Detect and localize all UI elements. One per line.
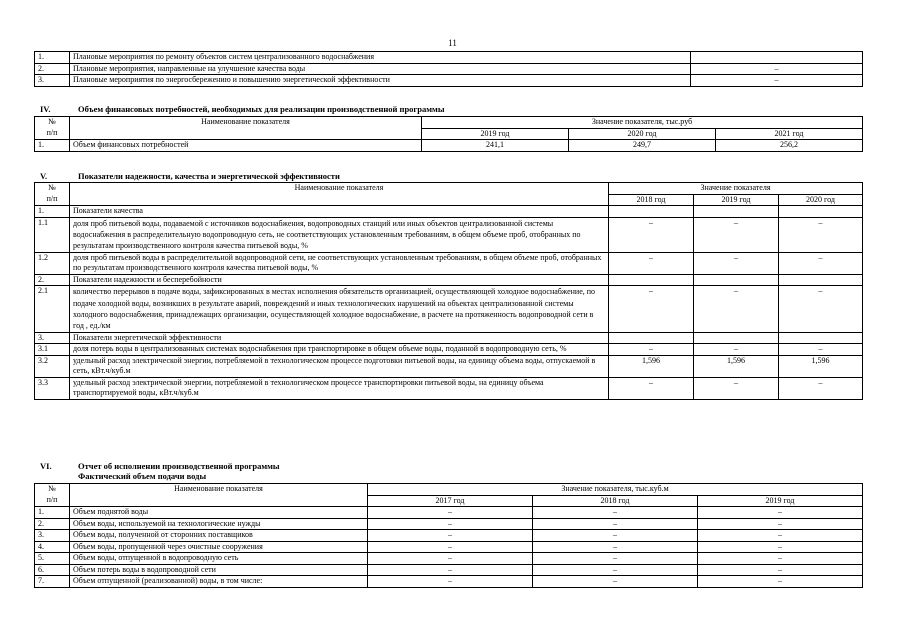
section-number: VI. xyxy=(40,461,52,471)
section-iv-heading xyxy=(34,104,444,114)
reliability-indicators-table xyxy=(34,182,863,400)
row-value: 1,596 xyxy=(779,355,863,377)
row-name: Плановые мероприятия по ремонту объектов систем централизованного водоснабжения xyxy=(70,52,691,64)
header-num-sub: п/п xyxy=(35,495,70,507)
header-num: № xyxy=(35,183,70,195)
row-value: – xyxy=(368,518,533,530)
row-value: – xyxy=(609,286,694,333)
row-name: количество перерывов в подаче воды, зафиксированных в местах исполнения обязательств организацией, осуществляющей холодное водоснабжение, по подаче холодной воды, возникших в результате аварий, повреждений и иных технологических нарушений на объектах централизованной системы холодного водоснабжения, принадлежащих организации, осуществляющей холодное водоснабжение, в расчете на протяженность водопроводной сети в год , ед./км xyxy=(70,286,609,333)
row-number: 3.2 xyxy=(35,355,70,377)
row-value: – xyxy=(533,541,698,553)
table-row xyxy=(35,530,863,542)
table-row xyxy=(35,377,863,399)
year-header: 2021 год xyxy=(716,128,863,140)
row-value: – xyxy=(368,553,533,565)
row-value: 241,1 xyxy=(422,140,569,152)
row-number: 3. xyxy=(35,332,70,344)
row-number: 1. xyxy=(35,507,70,519)
row-value xyxy=(609,206,694,218)
year-header: 2019 год xyxy=(698,495,863,507)
row-name: Показатели надежности и бесперебойности xyxy=(70,274,609,286)
row-value: 249,7 xyxy=(569,140,716,152)
row-value: – xyxy=(609,217,694,252)
year-header: 2018 год xyxy=(533,495,698,507)
year-header: 2020 год xyxy=(779,194,863,206)
row-value xyxy=(694,332,779,344)
year-header: 2020 год xyxy=(569,128,716,140)
table-row xyxy=(35,518,863,530)
row-value xyxy=(609,274,694,286)
header-name: Наименование показателя xyxy=(70,183,609,206)
header-name: Наименование показателя xyxy=(70,484,368,507)
header-value: Значение показателя, тыс.руб xyxy=(422,117,863,129)
table-row xyxy=(35,332,863,344)
row-name: доля потерь воды в централизованных системах водоснабжения при транспортировке в общем объеме воды, поданной в водопроводную сеть, % xyxy=(70,344,609,356)
row-value xyxy=(691,52,863,64)
row-value: – xyxy=(368,541,533,553)
row-value: – xyxy=(694,286,779,333)
row-name: Показатели качества xyxy=(70,206,609,218)
row-number: 2. xyxy=(35,274,70,286)
header-row xyxy=(35,117,863,129)
financial-needs-table xyxy=(34,116,863,152)
row-value: – xyxy=(533,530,698,542)
row-number: 3.1 xyxy=(35,344,70,356)
row-value xyxy=(779,206,863,218)
row-number: 2. xyxy=(35,63,70,75)
row-value: – xyxy=(698,553,863,565)
year-header: 2019 год xyxy=(422,128,569,140)
row-number: 1. xyxy=(35,206,70,218)
table-row xyxy=(35,206,863,218)
table-row xyxy=(35,140,863,152)
row-value: – xyxy=(698,576,863,588)
row-value: – xyxy=(533,564,698,576)
table-row xyxy=(35,564,863,576)
row-number: 3. xyxy=(35,75,70,87)
row-value: – xyxy=(698,518,863,530)
row-value: – xyxy=(368,564,533,576)
row-name: Объем воды, отпущенной в водопроводную сеть xyxy=(70,553,368,565)
row-name: удельный расход электрической энергии, потребляемой в технологическом процессе транспортировки питьевой воды, на единицу объема транспортируемой воды, кВт.ч/куб.м xyxy=(70,377,609,399)
row-name: доля проб питьевой воды, подаваемой с источников водоснабжения, водопроводных станций или иных объектов централизованной системы водоснабжения в распределительную водопроводную сеть, не соответствующих установленным требованиям, в общем объеме проб, отобранных по результатам производственного контроля качества питьевой воды, % xyxy=(70,217,609,252)
row-value: – xyxy=(609,344,694,356)
header-row xyxy=(35,183,863,195)
table-row xyxy=(35,507,863,519)
row-name: Объем поднятой воды xyxy=(70,507,368,519)
year-header: 2017 год xyxy=(368,495,533,507)
table-row xyxy=(35,553,863,565)
row-value: – xyxy=(691,63,863,75)
row-value: – xyxy=(779,344,863,356)
section-number: IV. xyxy=(40,104,51,114)
row-value xyxy=(779,332,863,344)
row-name: Плановые мероприятия, направленные на улучшение качества воды xyxy=(70,63,691,75)
row-value: – xyxy=(779,252,863,274)
header-value: Значение показателя, тыс.куб.м xyxy=(368,484,863,496)
header-num: № xyxy=(35,117,70,129)
row-value: – xyxy=(533,518,698,530)
row-name: Плановые мероприятия по энергосбережению и повышению энергетической эффективности xyxy=(70,75,691,87)
year-header: 2019 год xyxy=(694,194,779,206)
header-num-sub: п/п xyxy=(35,194,70,206)
table-row xyxy=(35,217,863,252)
table-row xyxy=(35,52,863,64)
row-value: – xyxy=(694,377,779,399)
header-num-sub: п/п xyxy=(35,128,70,140)
planned-measures-table xyxy=(34,51,863,87)
section-number: V. xyxy=(40,171,48,181)
table-row xyxy=(35,252,863,274)
header-value: Значение показателя xyxy=(609,183,863,195)
header-name: Наименование показателя xyxy=(70,117,422,140)
row-value: – xyxy=(368,530,533,542)
row-number: 1. xyxy=(35,52,70,64)
row-value: 256,2 xyxy=(716,140,863,152)
row-value: – xyxy=(609,377,694,399)
row-value: – xyxy=(698,507,863,519)
section-title: Отчет об исполнении производственной программы xyxy=(78,461,280,471)
row-value: – xyxy=(694,217,779,252)
row-name: удельный расход электрической энергии, потребляемой в технологическом процессе подготовки питьевой воды, на единицу объема воды, отпускаемой в сеть, кВт.ч/куб.м xyxy=(70,355,609,377)
section-v-heading xyxy=(34,171,340,181)
row-value: – xyxy=(694,252,779,274)
row-value: – xyxy=(698,541,863,553)
row-value: – xyxy=(533,553,698,565)
row-value xyxy=(694,274,779,286)
row-value: – xyxy=(533,507,698,519)
row-number: 1.1 xyxy=(35,217,70,252)
table-row xyxy=(35,63,863,75)
table-row xyxy=(35,355,863,377)
row-value: – xyxy=(368,507,533,519)
section-vi-heading xyxy=(34,461,280,481)
table-row xyxy=(35,274,863,286)
row-number: 1. xyxy=(35,140,70,152)
row-number: 7. xyxy=(35,576,70,588)
row-name: Объем отпущенной (реализованной) воды, в том числе: xyxy=(70,576,368,588)
table-row xyxy=(35,576,863,588)
row-value: 1,596 xyxy=(609,355,694,377)
row-number: 2.1 xyxy=(35,286,70,333)
row-number: 1.2 xyxy=(35,252,70,274)
row-name: Объем воды, полученной от сторонних поставщиков xyxy=(70,530,368,542)
row-value: – xyxy=(779,217,863,252)
year-header: 2018 год xyxy=(609,194,694,206)
row-number: 3. xyxy=(35,530,70,542)
row-name: Объем воды, используемой на технологические нужды xyxy=(70,518,368,530)
row-number: 2. xyxy=(35,518,70,530)
section-subtitle: Фактический объем подачи воды xyxy=(78,471,207,481)
row-value: 1,596 xyxy=(694,355,779,377)
row-value xyxy=(609,332,694,344)
row-name: Объем воды, пропущенной через очистные сооружения xyxy=(70,541,368,553)
row-value: – xyxy=(368,576,533,588)
water-supply-report-table xyxy=(34,483,863,588)
row-name: Показатели энергетической эффективности xyxy=(70,332,609,344)
row-value: – xyxy=(609,252,694,274)
table-row xyxy=(35,75,863,87)
row-value: – xyxy=(698,530,863,542)
row-number: 6. xyxy=(35,564,70,576)
row-value: – xyxy=(779,377,863,399)
row-name: доля проб питьевой воды в распределительной водопроводной сети, не соответствующих установленным требованиям, в общем объеме проб, отобранных по результатам производственного контроля качества питьевой воды, % xyxy=(70,252,609,274)
row-value: – xyxy=(779,286,863,333)
row-value: – xyxy=(698,564,863,576)
row-name: Объем потерь воды в водопроводной сети xyxy=(70,564,368,576)
table-row xyxy=(35,286,863,333)
section-title: Показатели надежности, качества и энергетической эффективности xyxy=(78,171,340,181)
table-row xyxy=(35,344,863,356)
table-row xyxy=(35,541,863,553)
row-value: – xyxy=(691,75,863,87)
row-value: – xyxy=(533,576,698,588)
row-value xyxy=(694,206,779,218)
header-num: № xyxy=(35,484,70,496)
header-row xyxy=(35,484,863,496)
page-number: 11 xyxy=(448,38,457,48)
row-name: Объем финансовых потребностей xyxy=(70,140,422,152)
row-number: 5. xyxy=(35,553,70,565)
row-number: 4. xyxy=(35,541,70,553)
row-number: 3.3 xyxy=(35,377,70,399)
row-value xyxy=(779,274,863,286)
row-value: – xyxy=(694,344,779,356)
section-title: Объем финансовых потребностей, необходимых для реализации производственной программы xyxy=(78,104,445,114)
